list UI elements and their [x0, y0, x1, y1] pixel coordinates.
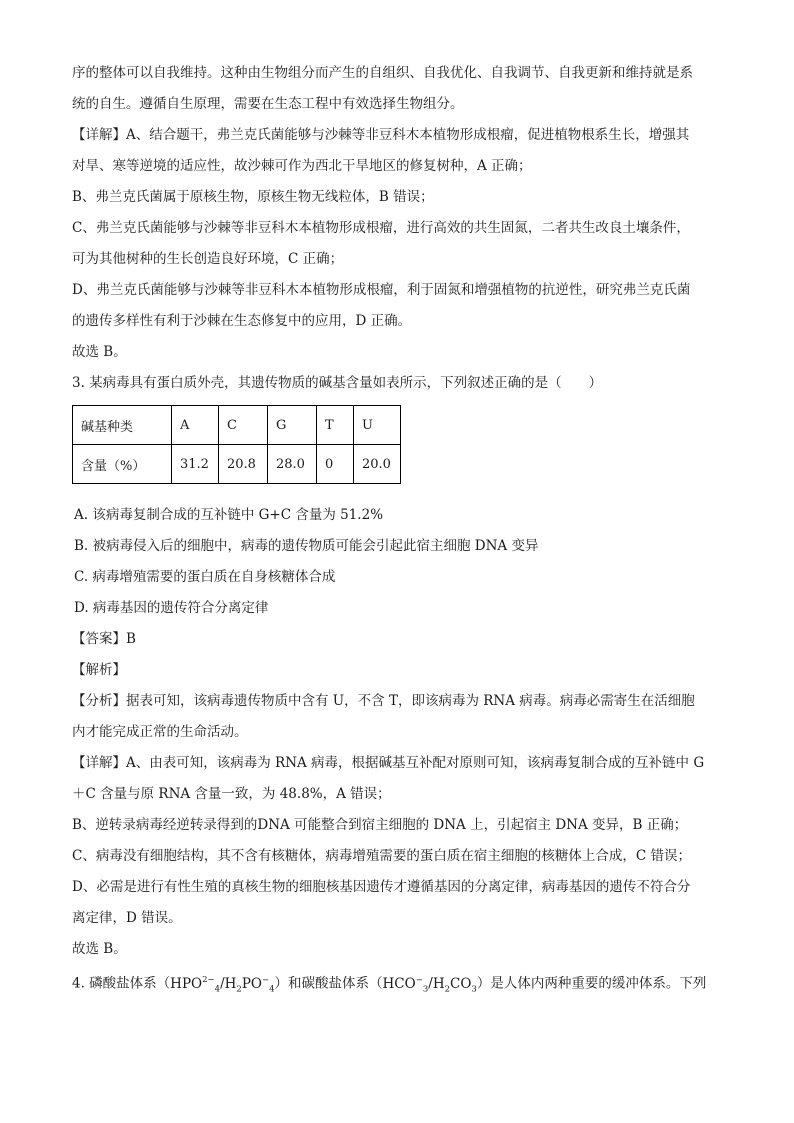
table-cell: U	[354, 406, 401, 445]
paragraph: 对旱、寒等逆境的适应性，故沙棘可作为西北干旱地区的修复树种，A 正确；	[72, 158, 532, 174]
table-cell: 28.0	[268, 445, 317, 484]
analysis-line: D、必需是进行有性生殖的真核生物的细胞核基因遗传才遵循基因的分离定律，病毒基因的遗传不符合分	[72, 879, 691, 895]
paragraph: 【详解】A、结合题干，弗兰克氏菌能够与沙棘等非豆科木本植物形成根瘤，促进植物根系生长，增强其	[72, 127, 690, 143]
analysis-line: 【详解】A、由表可知，该病毒为 RNA 病毒，根据碱基互补配对原则可知，该病毒复制合成的互补链中 G	[72, 755, 705, 771]
paragraph: C、弗兰克氏菌能够与沙棘等非豆科木本植物形成根瘤，进行高效的共生固氮，二者共生改良土壤条件，	[72, 220, 690, 236]
paragraph: 可为其他树种的生长创造良好环境，C 正确；	[72, 251, 344, 267]
analysis-line: B、逆转录病毒经逆转录得到的DNA 可能整合到宿主细胞的 DNA 上，引起宿主 DNA 变异，B 正确；	[72, 817, 688, 833]
document-page	[72, 58, 722, 1005]
table-row	[73, 406, 401, 445]
table-cell: 20.8	[219, 445, 268, 484]
q4-prefix: 4. 磷酸盐体系（	[72, 975, 171, 992]
analysis-line: C、病毒没有细胞结构，其不含有核糖体，病毒增殖需要的蛋白质在宿主细胞的核糖体上合成，C 错误；	[72, 848, 691, 864]
table-cell: T	[317, 406, 354, 445]
question-3-stem: 3. 某病毒具有蛋白质外壳，其遗传物质的碱基含量如表所示，下列叙述正确的是（ ）	[72, 375, 603, 391]
table-cell: 31.2	[172, 445, 219, 484]
paragraph: B、弗兰克氏菌属于原核生物，原核生物无线粒体，B 错误；	[72, 189, 434, 205]
analysis-line: 内才能完成正常的生命活动。	[72, 724, 248, 740]
paragraph: D、弗兰克氏菌能够与沙棘等非豆科木本植物形成根瘤，利于固氮和增强植物的抗逆性，研究弗兰克氏菌	[72, 282, 691, 298]
analysis-line: 【分析】据表可知，该病毒遗传物质中含有 U，不含 T，即该病毒为 RNA 病毒。病毒必需寄生在活细胞	[72, 693, 695, 709]
analysis-heading: 【解析】	[72, 662, 126, 678]
h2po-formula: $H_2PO^-_4$	[224, 975, 275, 995]
table-cell: 碱基种类	[73, 406, 172, 445]
table-cell: 20.0	[354, 445, 401, 484]
table-cell: G	[268, 406, 317, 445]
spacer	[72, 484, 722, 500]
hco-formula: $HCO^-_3$	[382, 975, 429, 995]
paragraph: 故选 B。	[72, 344, 127, 360]
paragraph: 统的自生。遵循自生原理，需要在生态工程中有效选择生物组分。	[72, 96, 464, 112]
answer-label: 【答案】B	[72, 631, 136, 647]
option-a: A. 该病毒复制合成的互补链中 G+C 含量为 51.2%	[74, 507, 384, 523]
paragraph: 序的整体可以自我维持。这种由生物组分而产生的自组织、自我优化、自我调节、自我更新和维持就是系	[72, 65, 693, 81]
question-4-stem: 4. 磷酸盐体系$(HPO^{2-}_4/H_2PO^-_4)$和碳酸盐体系$(HCO^-_3/H_2CO_3)$是人体内两种重要的缓冲体系。下列	[72, 975, 707, 995]
paragraph: 的遗传多样性有利于沙棘在生态修复中的应用，D 正确。	[72, 313, 412, 329]
option-c: C. 病毒增殖需要的蛋白质在自身核糖体合成	[74, 569, 336, 585]
table-row	[73, 445, 401, 484]
hpo-formula: $HPO^{2-}_4$	[170, 975, 221, 995]
analysis-line: 离定律，D 错误。	[72, 910, 182, 926]
option-b: B. 被病毒侵入后的细胞中，病毒的遗传物质可能会引起此宿主细胞 DNA 变异	[74, 538, 539, 554]
table-cell: A	[172, 406, 219, 445]
table-cell: C	[219, 406, 268, 445]
table-cell: 含量（%）	[73, 445, 172, 484]
h2co-formula: $H_2CO_3$	[432, 975, 477, 995]
base-content-table	[72, 405, 401, 484]
analysis-line: 故选 B。	[72, 941, 127, 957]
option-d: D. 病毒基因的遗传符合分离定律	[74, 600, 269, 616]
table-cell: 0	[317, 445, 354, 484]
analysis-line: ＋C 含量与原 RNA 含量一致，为 48.8%，A 错误；	[72, 786, 391, 802]
